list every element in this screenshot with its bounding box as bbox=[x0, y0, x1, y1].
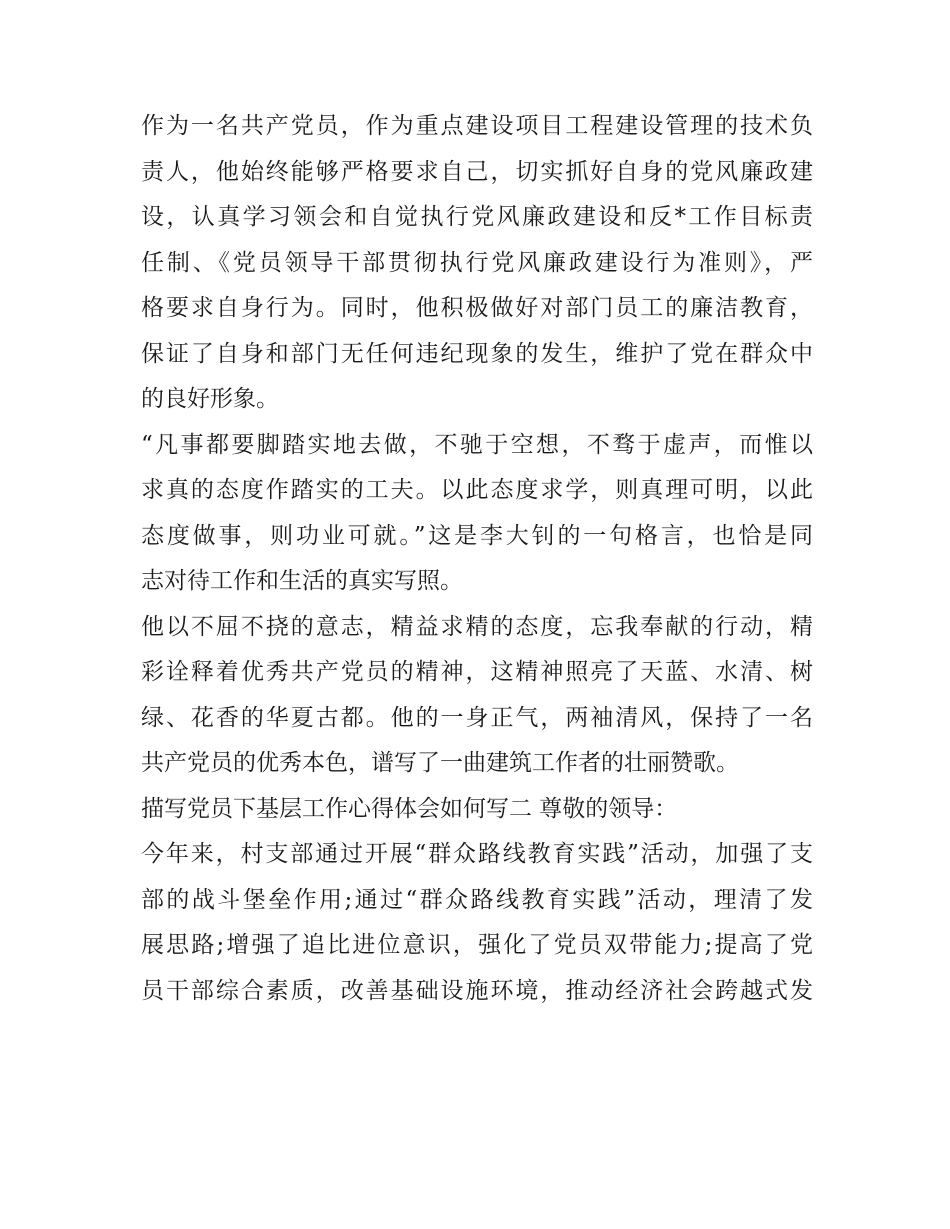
text-line: 保证了自身和部门无任何违纪现象的发生，维护了党在群众中 bbox=[141, 340, 813, 367]
section-heading: 描写党员下基层工作心得体会如何写二 尊敬的领导： bbox=[141, 795, 678, 822]
text-line: 作为一名共产党员，作为重点建设项目工程建设管理的技术负 bbox=[141, 113, 813, 139]
text-line: 的良好形象。 bbox=[141, 386, 279, 412]
text-line: 志对待工作和生活的真实写照。 bbox=[141, 568, 463, 594]
body-text bbox=[141, 104, 813, 1014]
text-line: 设，认真学习领会和自觉执行党风廉政建设和反*工作目标责 bbox=[141, 204, 813, 230]
text-line: 任制、《党员领导干部贯彻执行党风廉政建设行为准则》，严 bbox=[141, 249, 813, 276]
text-line: 共产党员的优秀本色，谱写了一曲建筑工作者的壮丽赞歌。 bbox=[141, 750, 739, 776]
text-line: 今年来，村支部通过开展“群众路线教育实践”活动，加强了支 bbox=[141, 841, 813, 867]
text-line: 彩诠释着优秀共产党员的精神，这精神照亮了天蓝、水清、树 bbox=[141, 659, 813, 685]
text-line: 态度做事，则功业可就。”这是李大钊的一句格言，也恰是同 bbox=[141, 522, 813, 549]
text-line: “凡事都要脚踏实地去做，不驰于空想，不骛于虚声，而惟以 bbox=[141, 431, 813, 458]
text-line: 格要求自身行为。同时，他积极做好对部门员工的廉洁教育， bbox=[141, 295, 813, 321]
text-line: 绿、花香的华夏古都。他的一身正气，两袖清风，保持了一名 bbox=[141, 704, 813, 731]
text-line: 展思路;增强了追比进位意识，强化了党员双带能力;提高了党 bbox=[141, 932, 813, 958]
text-line: 求真的态度作踏实的工夫。以此态度求学，则真理可明，以此 bbox=[141, 477, 813, 503]
text-line: 部的战斗堡垒作用;通过“群众路线教育实践”活动，理清了发 bbox=[141, 886, 813, 913]
text-line: 他以不屈不挠的意志，精益求精的态度，忘我奉献的行动，精 bbox=[141, 613, 813, 640]
text-line: 责人，他始终能够严格要求自己，切实抓好自身的党风廉政建 bbox=[141, 158, 813, 185]
text-line: 员干部综合素质，改善基础设施环境，推动经济社会跨越式发 bbox=[141, 977, 813, 1004]
